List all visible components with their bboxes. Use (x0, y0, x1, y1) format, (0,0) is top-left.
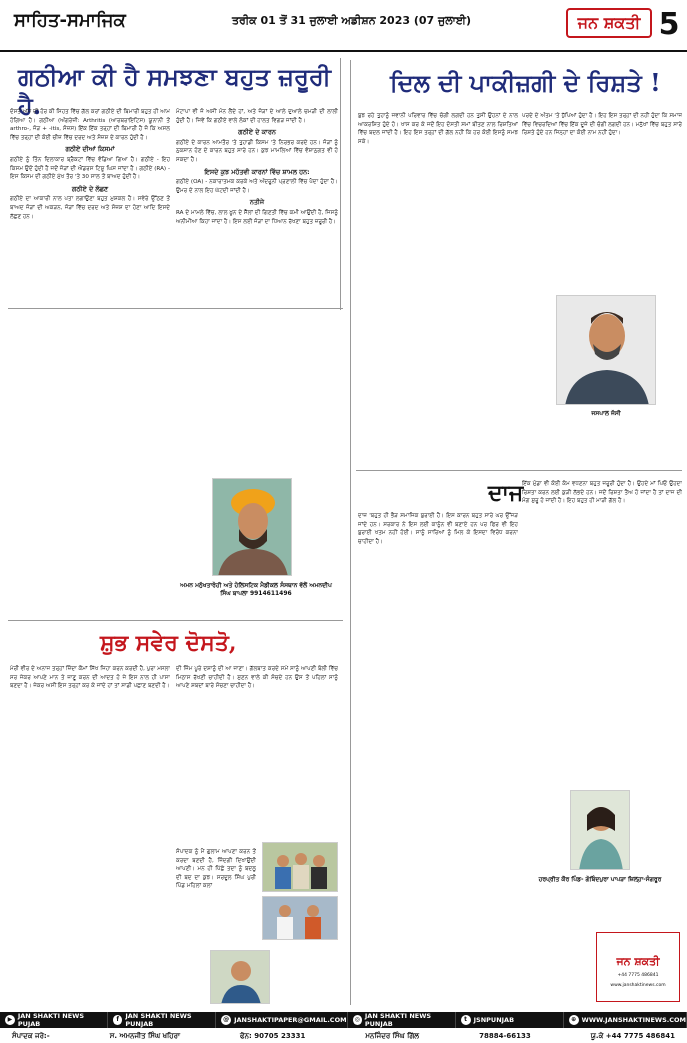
social-link-facebook[interactable] (108, 1012, 216, 1028)
article-subheading: ਇਸਦੇ ਕੁਝ ਮਹੱਤਵੀ ਕਾਰਨਾਂ ਵਿੱਚ ਸ਼ਾਮਲ ਹਨ: (204, 167, 310, 176)
social-links-bar (0, 1012, 687, 1028)
group-photo-icon (263, 897, 338, 940)
page-footer (0, 1012, 687, 1043)
group-photo (262, 896, 338, 940)
section-title: ਸਾਹਿਤ-ਸਮਾਜਿਕ (14, 10, 126, 31)
article-subheading: ਗਠੀਏ ਦੀਆਂ ਕਿਸਮਾਂ (65, 145, 115, 154)
column-divider (340, 58, 341, 310)
newspaper-logo: ਜਨ ਸ਼ਕਤੀ (566, 8, 652, 38)
article-column (10, 108, 170, 618)
author-caption: ਅਮਨ ਮਨੁੱਖਤਾਰੋਹੀ ਅਤੇ ਹੋਲਿਸਟਿਕ ਮੈਡੀਕਲ ਸੰਸਥਾਨ ਵੱਲੋਂ ਅਮਨਦੀਪ ਸਿੰਘ ਬਾਪਲਾ 9914611496 (180, 582, 332, 597)
social-label: JAN SHAKTI NEWS PUNJAB (125, 1012, 192, 1028)
edition-date: ਤਰੀਕ 01 ਤੋਂ 31 ਜੁਲਾਈ ਅਡੀਸ਼ਨ 2023 (07 ਜੁਲਾਈ) (232, 14, 472, 27)
article-paragraph: ਇੱਕ ਮੁੰਡਾ ਵੀ ਕੋਈ ਕੰਮ ਵਧਣਨਾ ਬਹੁਤ ਜਰੂਰੀ ਹੁੰਦਾ ਹੈ। ਉਹਦੇ ਮਾਂ ਪਿਓ ਉਹਦਾ ਰਿਸ਼ਤਾ ਕਰਨ ਲਈ ਕੁੜੀ ਲੱਭਦੇ ਹਨ। ਜਦੋਂ ਰਿਸ਼ਤਾ ਤੈਅ ਹੋ ਜਾਂਦਾ ਹੈ ਤਾਂ ਦਾਜ ਦੀ ਮੰਗ ਸ਼ੁਰੂ ਹੋ ਜਾਂਦੀ ਹੈ। ਇਹ ਬਹੁਤ ਹੀ ਮਾੜੀ ਗੱਲ ਹੈ। (522, 481, 682, 505)
article-closing (176, 848, 256, 928)
newspaper-ad (596, 932, 680, 1002)
article-paragraph: ਮੋਟਾਪਾ ਵੀ ਜੋ ਅਸੀਂ ਮੰਨ ਲੈਂਦੇ ਹਾਂ, ਅਤੇ ਜੋੜਾਂ ਦੇ ਆਲੇ ਦੁਆਲੇ ਚਮੜੀ ਦੀ ਲਾਲੀ ਹੁੰਦੀ ਹੈ। ਜਿਵੇਂ ਕਿ ਗਠੀਏ ਵਾਲੇ ਲੋਕਾਂ ਦੀ ਹਾਲਤ ਵਿਗੜ ਜਾਂਦੀ ਹੈ। (176, 109, 338, 124)
ad-brand: ਜਨ ਸ਼ਕਤੀ (616, 955, 660, 968)
author-portrait-icon (213, 479, 292, 576)
credit-item: ਸ. ਅਮਨਜੀਤ ਸਿੰਘ ਖਹਿਰਾ (109, 1031, 180, 1040)
article-paragraph: ਦੋਸਤੋ ਅੱਜ ਦੀ ਹੋਰ ਕੀ ਸਿਹਤ ਵਿੱਚ ਗੱਲ ਕਰਾਂ ਗਠੀਏ ਦੀ ਬਿਮਾਰੀ ਬਹੁਤ ਹੀ ਆਮ ਹੋਗਿਆ ਹੈ। ਗਠੀਆ (ਅੰਗਰੇਜ਼ੀ: Arthritis (ਆਰਥਰਾਇਟਿਸ) ਯੂਨਾਨੀ ਤੋਂ arthro-, ਜੋੜ + -itis, ਸੋਜ਼ਸ) ਇੱਕ ਇੱਕ ਤਰ੍ਹਾਂ ਦੀ ਬਿਮਾਰੀ ਹੈ ਜੋ ਕਿ ਅਸਲ ਵਿੱਚ ਤਰ੍ਹਾਂ ਦੀ ਕੋਈ ਚੀਜ਼ ਵਿੱਚ ਦਰਦ ਅਤੇ ਸੋਜ਼ਸ਼ ਦੇ ਕਾਰਨ ਹੁੰਦੀ ਹੈ। (10, 109, 170, 141)
article-subheading: ਨਤੀਜੇ (249, 198, 265, 207)
credit-item: ਸੰਪਾਦਕ ਜਰੇ:- (12, 1031, 50, 1040)
author-photo (556, 295, 656, 405)
article-paragraph: ਗਠੀਏ ਨੂੰ ਤਿੰਨ ਦਿਲਾਕਾਰ ਬ੍ਰੈਕਟਾਂ ਵਿੱਚ ਵੰਡਿਆ ਗਿਆ ਹੈ। ਗਠੀਏ - ਇਹ ਕਿਸਮ ਉਦੋਂ ਹੁੰਦੀ ਹੈ ਜਦੋਂ ਜੋੜਾਂ ਦੀ ਐਂਡਰਸ ਟਿਸ਼ੂ ਘਿਸ ਜਾਂਦਾ ਹੈ। ਗਠੀਏ (RA) - ਇਸ ਕਿਸਮ ਦੀ ਗਠੀਏ ਮੁੱਖ ਤੌਰ 'ਤੇ 30 ਸਾਲ ਤੋਂ ਬਾਅਦ ਹੁੰਦੀ ਹੈ। (10, 156, 170, 181)
social-link-email[interactable] (216, 1012, 347, 1028)
social-label: WWW.JANSHAKTINEWS.COM (581, 1016, 686, 1024)
social-link-instagram[interactable] (348, 1012, 456, 1028)
social-link-youtube[interactable] (0, 1012, 108, 1028)
article-paragraph: ਗਠੀਏ ਦੇ ਕਾਰਨ ਆਮਤੌਰ 'ਤੇ ਤੁਹਾਡੀ ਕਿਸਮ 'ਤੇ ਨਿਰਭਰ ਕਰਦੇ ਹਨ। ਜੋੜਾਂ ਨੂੰ ਨੁਕਸਾਨ ਹੋਣ ਦੇ ਕਾਰਨ ਬਹੁਤ ਸਾਰੇ ਹਨ। ਕੁਝ ਮਾਮਲਿਆਂ ਵਿੱਚ ਵੰਸ਼ਾਨੁਗਤ ਵੀ ਹੋ ਸਕਦਾ ਹੈ। (176, 139, 338, 163)
article-paragraph: ਬੁਝ ਰਹੇ ਤੁਹਾਨੂੰ ਜਵਾਨੀ ਪਰਿਵਾਰ ਵਿੱਚ ਚੰਗੀ ਲਗਦੀ ਹਨ ਤੁਸੀਂ ਉਹਨਾਂ ਦੇ ਨਾਲ ਆਕਰਸ਼ਿਤ ਹੁੰਦੇ ਹੋ। ਖਾਸ ਕਰ ਕੇ ਜਦੋਂ ਇਹ ਦੋਸਤੀ ਸਮਾਂ ਬੀਤਣ ਨਾਲ ਰਿਸ਼ਤਿਆਂ ਵਿੱਚ ਬਦਲ ਜਾਂਦੀ ਹੈ। ਇਹ ਇਸ ਤਰ੍ਹਾਂ ਦੀ ਗੱਲ ਨਹੀਂ ਕਿ ਹਰ ਕੋਈ ਇਸਨੂੰ ਸਮਝ ਸਕੇ। (358, 113, 518, 145)
column-divider (350, 60, 351, 1005)
section-divider (356, 470, 682, 471)
article-subheading: ਗਠੀਏ ਦੇ ਲੱਛਣ (71, 184, 109, 193)
author-photo (210, 950, 270, 1004)
article-paragraph: ਦਾਜ਼ 'ਬਹੁਤ ਹੀ ਭੈੜ ਸਮਾਜਿਕ ਬੁਰਾਈ ਹੈ। ਇਸ ਕਾਰਨ ਬਹੁਤ ਸਾਰੇ ਘਰ ਉੱਜੜ ਜਾਂਦੇ ਹਨ। ਸਰਕਾਰ ਨੇ ਇਸ ਲਈ ਕਾਨੂੰਨ ਵੀ ਬਣਾਏ ਹਨ ਪਰ ਫਿਰ ਵੀ ਇਹ ਬੁਰਾਈ ਖਤਮ ਨਹੀਂ ਹੋਈ। ਸਾਨੂੰ ਸਾਰਿਆਂ ਨੂੰ ਮਿਲ ਕੇ ਇਸਦਾ ਵਿਰੋਧ ਕਰਨਾ ਚਾਹੀਦਾ ਹੈ। (358, 513, 518, 545)
author-portrait-icon (557, 296, 656, 405)
group-photo-icon (263, 843, 338, 892)
instagram-icon: ◎ (353, 1015, 362, 1025)
article-paragraph: ਗਠੀਏ ਦਾ ਆਕਾਰੀ ਨਾਲ ਪਤਾ ਲਗਾਉਣਾ ਬਹੁਤ ਮੁਸ਼ਕਲ ਹੈ। ਸਵੇਰੇ ਉੱਠਣ ਤੋਂ ਬਾਅਦ ਜੋੜਾਂ ਦੀ ਅਕੜਨ, ਜੋੜਾਂ ਵਿੱਚ ਦਰਦ ਅਤੇ ਸੋਜ਼ਸ਼ ਦਾ ਹੋਣਾ ਆਦਿ ਇਸਦੇ ਲੱਛਣ ਹਨ। (10, 196, 170, 220)
article-column (522, 112, 682, 287)
social-label: JSNPUNJAB (473, 1016, 515, 1024)
social-link-website[interactable] (564, 1012, 687, 1028)
article-paragraph: ਸੰਪਾਦਕ ਨੂੰ ਮੈਂ ਗੁਲਾਮ ਆਪਣਾ ਕਰਨ ਤੋਂ ਕਰਦਾ ਬਣਦੀ ਹੈ, ਜਿੰਦਗੀ ਦਿਖਾਉਂਦੀ ਆਪਣੀ। ਮਨ ਹੀ ਪਿੱਛੇ ਤਦਾ ਨੂੰ ਬਦਲੂ ਦੀ ਬਦ ਦਾ ਕੁਝ। ਸਰਦੂਲ ਸਿੰਘ ਪੁਰੀ ਪਿੰਡ ਮਹਿਲਾਂ ਕਲਾਂ (176, 849, 256, 890)
section-divider (8, 620, 343, 621)
author-portrait-icon (571, 791, 630, 870)
page-header (0, 0, 687, 52)
article-column (10, 665, 170, 1005)
ad-phones: +44 7775 486841 (617, 973, 659, 978)
article-column (176, 108, 338, 408)
article-paragraph: ਦੀ ਜਿੰਮ ਪੂਰੇ ਦਸ਼ਾਨੂੰ ਦੀ ਆ ਜਾਣਾ। ਗੱਲਬਾਤ ਕਰਦੇ ਸਮੇਂ ਸਾਨੂੰ ਆਪਣੀ ਬੋਲੀ ਵਿੱਚ ਮਿਠਾਸ ਰੱਖਣੀ ਚਾਹੀਦੀ ਹੈ। ਸੁਣਨ ਵਾਲੇ ਕੀ ਸੋਚਦੇ ਹਨ ਉਸ ਤੋਂ ਪਹਿਲਾਂ ਸਾਨੂੰ ਆਪਣੇ ਸ਼ਬਦਾਂ ਬਾਰੇ ਸੋਚਣਾ ਚਾਹੀਦਾ ਹੈ। (176, 666, 338, 690)
credit-item: ਫੋਨ: 90705 23331 (240, 1031, 306, 1040)
author-photo (212, 478, 292, 576)
editor-credits (0, 1029, 687, 1043)
article-paragraph: ਮੇਰੀ ਵੀਰ ਦੇ ਅਨਾਜ ਤਰ੍ਹਾਂ ਜ਼ਿੰਦਾ ਕੌਮਾਂ ਸਿੱਖ ਜਿਹਾ ਕਰਨ ਕਰਦੀ ਹੈ, ਪੁਰਾ ਮਸਲਾ ਸਰ ਜੇਕਰ ਆਪਣੇ ਮਾਨ ਤੇ ਜਾਣੂ ਕਰਨ ਦੀ ਆਦਤ ਹੋ ਜੇ ਇਸ ਨਾਲ ਹੀ ਪਾਸਾ ਬਣਦਾ ਹੈ। ਜੇਕਰ ਅਸੀਂ ਇਸ ਤਰ੍ਹਾਂ ਕਰ ਕੇ ਜਾਂਦੇ ਹਾਂ ਤਾਂ ਸਾਡੀ ਪਛਾਣ ਬਣਦੀ ਹੈ। (10, 666, 170, 690)
social-label: JAN SHAKTI NEWS PUNJAB (364, 1012, 432, 1028)
author-photo (570, 790, 630, 870)
article-column (358, 512, 518, 1007)
credit-item: ਮਨਜਿੰਦਰ ਸਿੰਘ ਗਿੱਲ (365, 1031, 420, 1040)
mail-icon: @ (223, 1016, 230, 1023)
article-paragraph: RA ਦੇ ਮਾਮਲੇ ਵਿੱਚ, ਲਾਲ ਖ਼ੂਨ ਦੇ ਸੈੱਲਾਂ ਦੀ ਗਿਣਤੀ ਵਿੱਚ ਕਮੀ ਆਉਂਦੀ ਹੈ, ਜਿਸਨੂੰ ਅਨੀਮੀਆ ਕਿਹਾ ਜਾਂਦਾ ਹੈ। ਇਸ ਲਈ ਜੋੜਾਂ ਦਾ ਧਿਆਨ ਰੱਖਣਾ ਬਹੁਤ ਜ਼ਰੂਰੀ ਹੈ। (176, 209, 338, 225)
page-number: 5 (658, 7, 680, 42)
ad-website: www.janshaktinews.com (610, 983, 666, 988)
web-icon: ⊕ (569, 1015, 579, 1025)
author-caption: ਜਸਪਾਲ ਜੱਸੀ (591, 410, 621, 417)
social-label: JANSHAKTIPAPER@GMAIL.COM (234, 1016, 347, 1024)
article-subheading: ਗਠੀਏ ਦੇ ਕਾਰਨ (238, 128, 276, 137)
social-link-twitter[interactable] (456, 1012, 564, 1028)
article-column (522, 480, 682, 780)
article-column (176, 665, 338, 840)
youtube-icon: ▶ (5, 1015, 15, 1025)
group-photo (262, 842, 338, 892)
article-title-relations: ਦਿਲ ਦੀ ਪਾਕੀਜ਼ਗੀ ਦੇ ਰਿਸ਼ਤੇ ! (390, 68, 661, 97)
article-title-dowry: ਦਾਜ (488, 480, 524, 506)
article-title-arthritis: ਗਠੀਆ ਕੀ ਹੈ ਸਮਝਣਾ ਬਹੁਤ ਜ਼ਰੂਰੀ ਹੈ. (18, 62, 331, 120)
twitter-icon: t (461, 1015, 471, 1025)
article-paragraph: ਗਠੀਏ (OA) - ਨਕਾਰਾਤਮਕ ਕਰਕੇ ਅਤੇ ਅੰਦਰੂਨੀ ਪ੍ਰਣਾਲੀ ਵਿੱਚ ਪੈਦਾ ਹੁੰਦਾ ਹੈ। ਉਮਰ ਦੇ ਨਾਲ ਇਹ ਘੱਟਦੀ ਜਾਂਦੀ ਹੈ। (176, 179, 338, 194)
article-paragraph: ਪਰਦੇ ਦੇ ਅੰਤਮ 'ਤੇ ਧੁੱਪਿਆਂ ਹੁੰਦਾ ਹੈ। ਇਹ ਇਸ ਤਰ੍ਹਾਂ ਦੀ ਨਹੀਂ ਹੁੰਦਾ ਕਿ ਸਮਾਜ ਵਿੱਚ ਵਿਚਰਦਿਆਂ ਵਿੱਚ ਇੱਕ ਦੂਜੇ ਦੀ ਚੰਗੀ ਲਗਦੀ ਹਨ। ਮਨੁੱਖਾਂ ਵਿੱਚ ਬਹੁਤ ਸਾਰੇ ਰਿਸ਼ਤੇ ਹੁੰਦੇ ਹਨ ਜਿਨ੍ਹਾਂ ਦਾ ਕੋਈ ਨਾਮ ਨਹੀਂ ਹੁੰਦਾ। (522, 113, 682, 137)
author-caption: ਹਰਪ੍ਰੀਤ ਕੌਰ ਪਿੰਡ- ਗੋਬਿੰਦਪੁਰਾ ਪਾਪੜਾ ਜ਼ਿਲ੍ਹਾ-ਸੰਗਰੂਰ (538, 876, 662, 883)
credit-item: 78884-66133 (479, 1032, 531, 1040)
credit-item: ਯੂ.ਕੇ +44 7775 486841 (590, 1031, 675, 1040)
social-label: JAN SHAKTI NEWS PUJAB (17, 1012, 84, 1028)
facebook-icon: f (113, 1015, 122, 1025)
article-column (358, 112, 518, 467)
article-title-good-morning: ਸ਼ੁਭ ਸਵੇਰ ਦੋਸਤੋ, (100, 630, 237, 656)
author-portrait-icon (211, 951, 270, 1004)
